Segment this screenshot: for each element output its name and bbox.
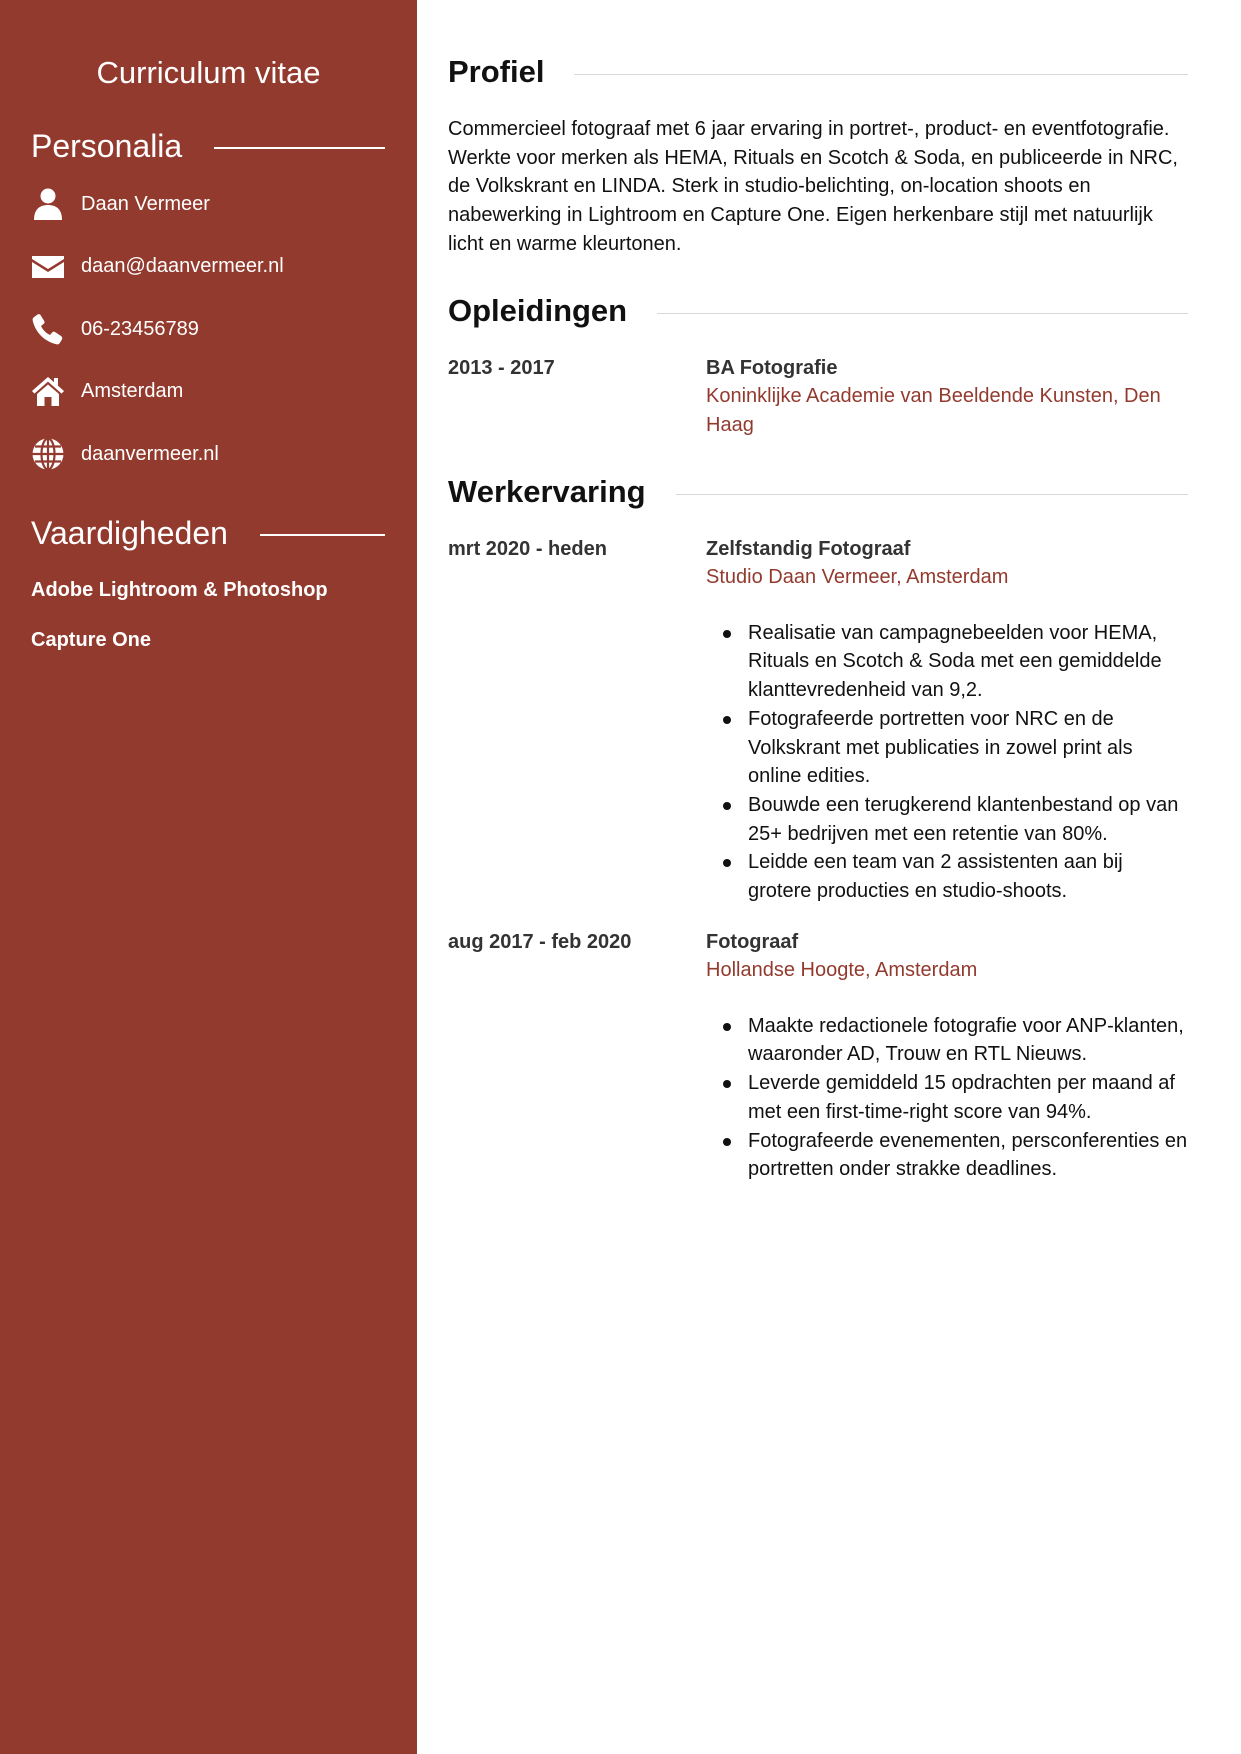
job-achievements	[706, 619, 1188, 906]
experience-divider	[676, 494, 1188, 495]
contact-email-text[interactable]: daan@daanvermeer.nl	[81, 255, 284, 277]
contact-website[interactable]	[31, 436, 219, 472]
job-title: Zelfstandig Fotograaf	[706, 538, 911, 560]
contact-name	[31, 186, 210, 222]
job-dates: aug 2017 - feb 2020	[448, 931, 632, 953]
profile-heading	[448, 52, 1188, 92]
experience-heading-label: Werkervaring	[448, 474, 646, 509]
job-employer: Hollandse Hoogte, Amsterdam	[706, 959, 978, 981]
education-entry	[706, 354, 1188, 439]
contact-city	[31, 373, 183, 409]
list-item: Leidde een team van 2 assistenten aan bij grotere producties en studio-shoots.	[706, 848, 1188, 905]
education-heading	[448, 291, 1188, 331]
education-title: BA Fotografie	[706, 357, 838, 379]
job-achievements	[706, 1012, 1188, 1184]
list-item: Leverde gemiddeld 15 opdrachten per maand af met een first-time-right score van 94%.	[706, 1069, 1188, 1126]
education-divider	[657, 313, 1188, 314]
experience-heading	[448, 472, 1188, 512]
skills-heading	[31, 513, 385, 553]
education-dates: 2013 - 2017	[448, 357, 555, 379]
list-item: Maakte redactionele fotografie voor ANP-klanten, waaronder AD, Trouw en RTL Nieuws.	[706, 1012, 1188, 1069]
job-employer: Studio Daan Vermeer, Amsterdam	[706, 566, 1009, 588]
contact-website-text[interactable]: daanvermeer.nl	[81, 443, 219, 465]
contact-phone-text[interactable]: 06-23456789	[81, 318, 199, 340]
education-heading-label: Opleidingen	[448, 293, 628, 328]
contact-city-text: Amsterdam	[81, 380, 184, 402]
job-dates: mrt 2020 - heden	[448, 538, 607, 560]
globe-icon	[31, 437, 65, 471]
personalia-divider	[214, 147, 385, 149]
profile-heading-label: Profiel	[448, 54, 545, 89]
personalia-heading-label: Personalia	[31, 128, 183, 164]
skill-item: Capture One	[31, 629, 152, 651]
profile-text: Commercieel fotograaf met 6 jaar ervaring in portret-, product- en eventfotografie. Werkte voor merken als HEMA, Rituals en Scotch & Soda, en publiceerde in NRC, de Volkskrant en LINDA. Sterk in studio-belichting, on-location shoots en nabewerking in Lightroom en Capture One. Eigen herkenbare stijl met natuurlijk licht en warme kleurtonen.	[448, 118, 1178, 255]
job-title: Fotograaf	[706, 931, 799, 953]
list-item: Fotografeerde evenementen, persconferenties en portretten onder strakke deadlines.	[706, 1127, 1188, 1184]
list-item: Fotografeerde portretten voor NRC en de Volkskrant met publicaties in zowel print als online edities.	[706, 705, 1188, 791]
profile-divider	[574, 74, 1188, 75]
phone-icon	[31, 312, 65, 346]
envelope-icon	[31, 249, 65, 283]
education-institution: Koninklijke Academie van Beeldende Kunsten, Den Haag	[706, 385, 1161, 436]
contact-email[interactable]	[31, 248, 284, 284]
cv-title: Curriculum vitae	[96, 55, 321, 90]
skills-divider	[260, 534, 385, 536]
job-entry	[706, 928, 1188, 1184]
job-entry	[706, 535, 1188, 906]
user-icon	[31, 187, 65, 221]
list-item: Realisatie van campagnebeelden voor HEMA, Rituals en Scotch & Soda met een gemiddelde klanttevredenheid van 9,2.	[706, 619, 1188, 705]
contact-phone[interactable]	[31, 311, 199, 347]
sidebar	[0, 0, 417, 1754]
contact-name-text: Daan Vermeer	[81, 193, 210, 215]
skill-item: Adobe Lightroom & Photoshop	[31, 579, 328, 601]
list-item: Bouwde een terugkerend klantenbestand op van 25+ bedrijven met een retentie van 80%.	[706, 791, 1188, 848]
home-icon	[31, 374, 65, 408]
personalia-heading	[31, 126, 385, 166]
skills-heading-label: Vaardigheden	[31, 515, 228, 551]
